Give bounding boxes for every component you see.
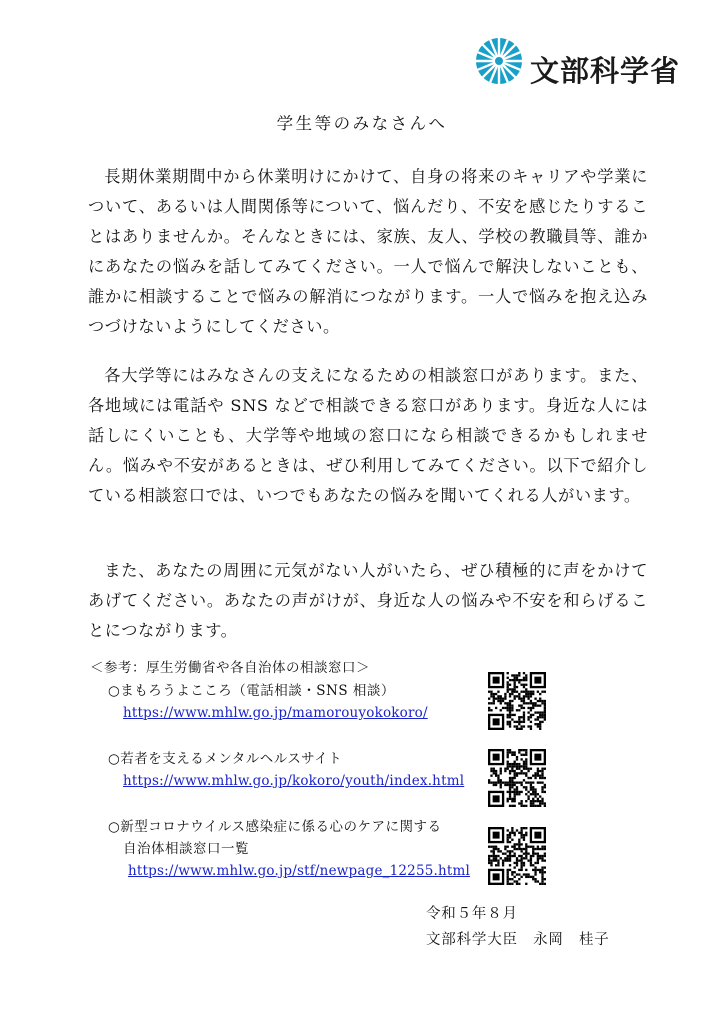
paragraph-2: 各大学等にはみなさんの支えになるための相談窓口があります。また、各地域には電話や SNS などで相談できる窓口があります。身近な人には話しにくいことも、大学等や地域の窓口になら相談できるかもしれません。悩みや不安があるときは、ぜひ利用してみてください。以下で紹介している相談窓口では、いつでもあなたの悩みを聞いてくれる人がいます。 xyxy=(88,366,648,505)
reference-label-line2: 自治体相談窓口一覧 xyxy=(123,841,249,857)
reference-label: ○新型コロナウイルス感染症に係る心のケアに関する xyxy=(108,819,442,835)
reference-item-covid-care xyxy=(108,816,470,882)
reference-heading: ＜参考：厚生労働省や各自治体の相談窓口＞ xyxy=(90,660,370,676)
signature-date: 令和５年８月 xyxy=(426,906,518,922)
paragraph-1: 長期休業期間中から休業明けにかけて、自身の将来のキャリアや学業について、あるいは人間関係等について、悩んだり、不安を感じたりすることはありませんか。そんなときには、家族、友人、学校の教職員等、誰かにあなたの悩みを話してみてください。一人で悩んで解決しないことも、誰かに相談することで悩みの解消につながります。一人で悩みを抱え込みつづけないようにしてください。 xyxy=(88,167,648,336)
qr-code-icon[interactable] xyxy=(488,749,546,807)
reference-link[interactable]: https://www.mhlw.go.jp/stf/newpage_12255.html xyxy=(128,863,471,879)
mext-logo xyxy=(474,36,681,100)
reference-item-mamorouyokokoro xyxy=(108,680,428,724)
logo-text: 文部科学省 xyxy=(530,54,681,88)
signature-name: 文部科学大臣 永岡 桂子 xyxy=(426,932,610,948)
paragraph-3: また、あなたの周囲に元気がない人がいたら、ぜひ積極的に声をかけてあげてください。あなたの声がけが、身近な人の悩みや不安を和らげることにつながります。 xyxy=(88,561,648,640)
reference-link[interactable]: https://www.mhlw.go.jp/kokoro/youth/index.html xyxy=(123,773,465,789)
page-title: 学生等のみなさんへ xyxy=(276,114,448,133)
reference-label: ○若者を支えるメンタルヘルスサイト xyxy=(108,751,343,767)
qr-code-icon[interactable] xyxy=(488,672,546,730)
reference-link[interactable]: https://www.mhlw.go.jp/mamorouyokokoro/ xyxy=(123,705,428,721)
mext-emblem-icon xyxy=(474,36,524,86)
reference-label: ○まもろうよこころ（電話相談・SNS 相談） xyxy=(108,683,395,699)
reference-item-youth-mental-health xyxy=(108,748,464,792)
qr-code-icon[interactable] xyxy=(488,827,546,885)
